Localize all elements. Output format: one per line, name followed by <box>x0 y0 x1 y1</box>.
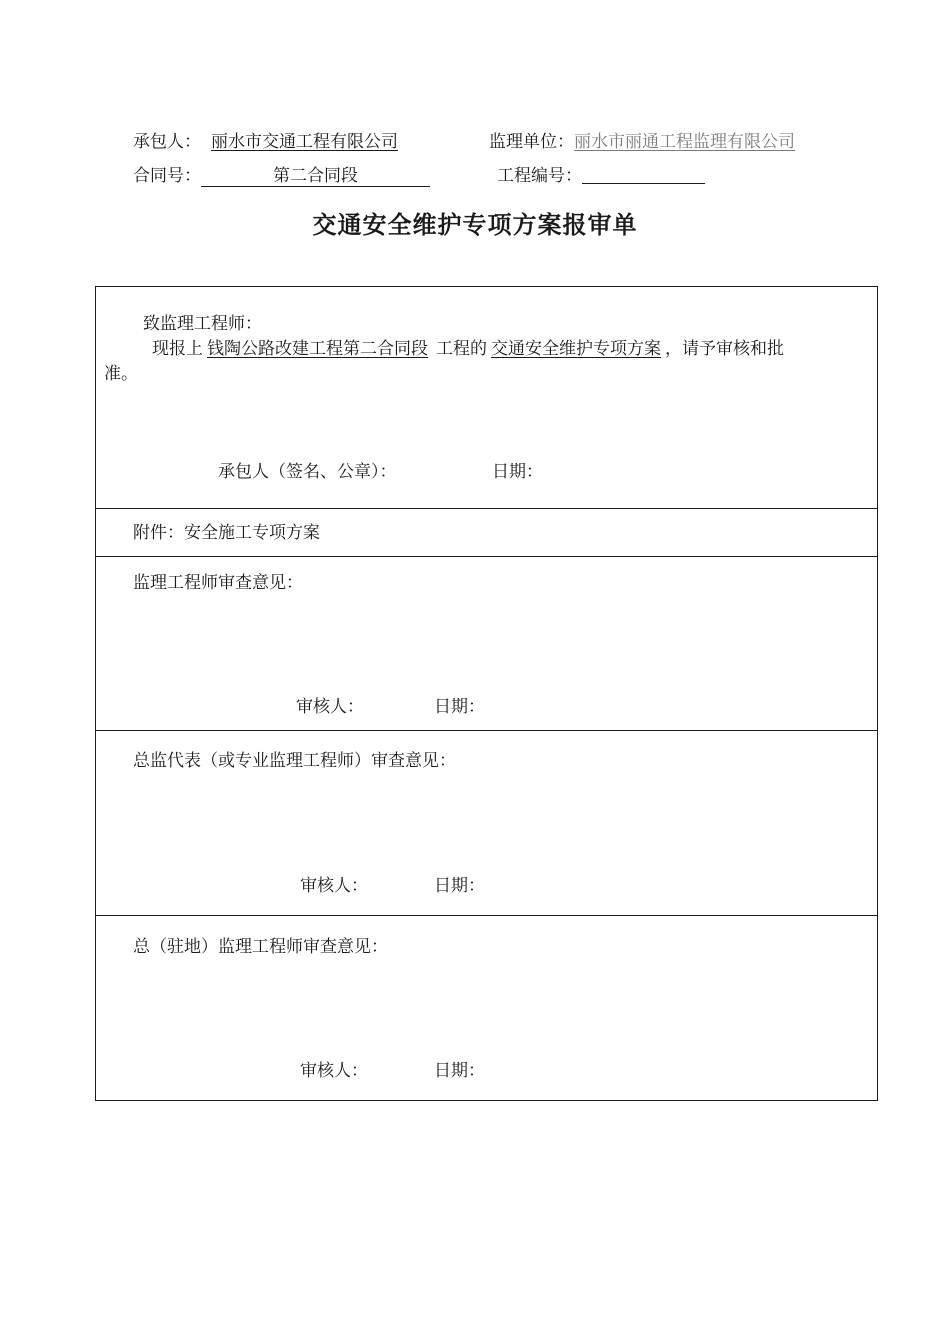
submission-line-1 <box>152 338 784 360</box>
engineer-date-label: 日期： <box>434 697 485 717</box>
form-title: 交通安全维护专项方案报审单 <box>312 210 638 239</box>
chief-date-label: 日期： <box>434 876 485 896</box>
contractor-field <box>133 131 406 153</box>
submission-prefix: 现报上 <box>152 339 203 359</box>
row-divider-1 <box>95 508 878 509</box>
contract-no-label: 合同号： <box>133 166 201 186</box>
attachment: 附件：安全施工专项方案 <box>133 523 320 543</box>
supervisor-value: 丽水市丽通工程监理有限公司 <box>574 132 795 152</box>
project-name: 钱陶公路改建工程第二合同段 <box>207 339 428 359</box>
chief-review-heading: 总监代表（或专业监理工程师）审查意见： <box>133 751 456 771</box>
resident-review-heading: 总（驻地）监理工程师审查意见： <box>133 937 388 957</box>
row-divider-2 <box>95 556 878 557</box>
engineer-review-heading: 监理工程师审查意见： <box>133 573 303 593</box>
project-no-label: 工程编号： <box>497 166 582 186</box>
project-no-field <box>497 165 705 187</box>
submission-mid: 工程的 <box>436 339 487 359</box>
engineer-reviewer-label: 审核人： <box>296 697 364 717</box>
plan-name: 交通安全维护专项方案 <box>491 339 661 359</box>
form-table <box>95 286 878 1101</box>
resident-date-label: 日期： <box>434 1061 485 1081</box>
contract-no-value: 第二合同段 <box>201 166 430 187</box>
project-no-blank <box>582 165 705 184</box>
addressee: 致监理工程师： <box>143 314 262 334</box>
resident-reviewer-label: 审核人： <box>300 1061 368 1081</box>
submission-suffix: ，请予审核和批 <box>665 339 784 359</box>
contract-no-field <box>133 165 430 187</box>
contractor-label: 承包人： <box>133 132 201 152</box>
row-divider-4 <box>95 915 878 916</box>
contractor-date-label: 日期： <box>492 462 543 482</box>
submission-line-2: 准。 <box>104 364 138 384</box>
row-divider-3 <box>95 730 878 731</box>
supervisor-field <box>489 131 795 153</box>
chief-reviewer-label: 审核人： <box>300 876 368 896</box>
supervisor-label: 监理单位： <box>489 132 574 152</box>
contractor-signature-label: 承包人（签名、公章）： <box>218 462 397 482</box>
contractor-value: 丽水市交通工程有限公司 <box>211 132 398 152</box>
